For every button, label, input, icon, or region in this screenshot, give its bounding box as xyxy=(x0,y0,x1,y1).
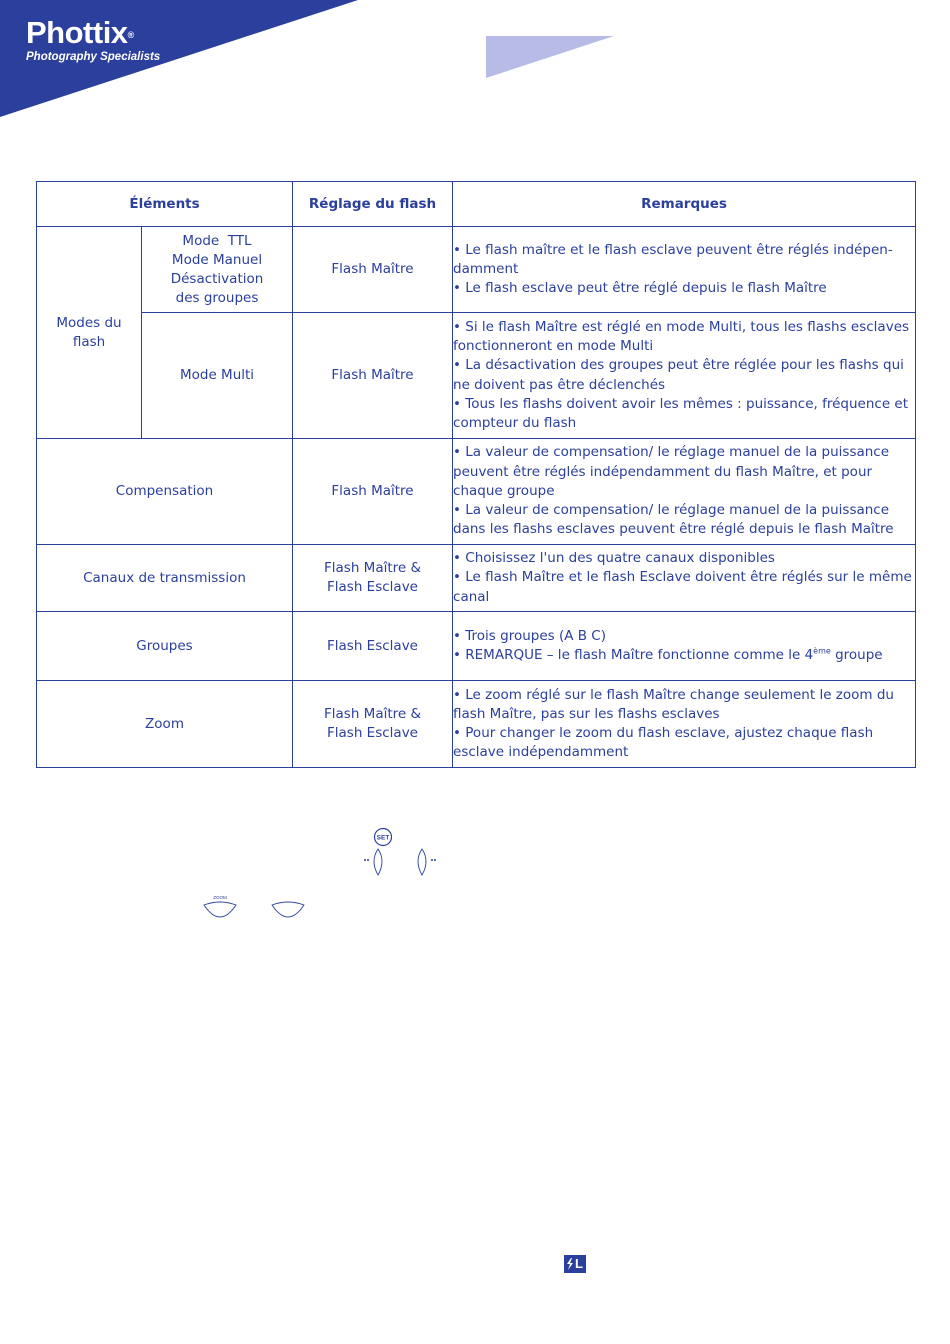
table-row xyxy=(37,612,916,681)
compensation-remarks xyxy=(453,439,916,545)
remark-item: • Trois groupes (A B C) xyxy=(453,627,606,644)
remark-item: • La valeur de compensation/ le réglage manuel de la puissance dans les flashs esclaves peuvent être réglé depuis le flash Maître xyxy=(453,502,894,538)
remark-item: • Tous les flashs doivent avoir les mêmes : puissance, fréquence et compteur du flash xyxy=(453,395,909,431)
multi-remarks xyxy=(453,313,916,439)
groups-remarks xyxy=(453,612,916,681)
ttl-remarks xyxy=(453,227,916,313)
table-header-row xyxy=(37,182,916,227)
table-row xyxy=(37,681,916,768)
brand-tagline: Photography Specialists xyxy=(26,51,161,63)
setting-line: Flash Esclave xyxy=(327,725,418,741)
set-button-label: SET xyxy=(376,834,390,842)
remark-item: • Pour changer le zoom du flash esclave, ajustez chaque flash esclave indépendamment xyxy=(453,725,874,761)
lightning-icon xyxy=(566,1258,574,1270)
decorative-triangle xyxy=(486,36,616,80)
channels-setting xyxy=(293,545,453,612)
table-row xyxy=(37,313,916,439)
ttl-setting: Flash Maître xyxy=(293,227,453,313)
ttl-line: Mode TTL xyxy=(182,232,252,249)
set-button-icon xyxy=(373,827,393,847)
zoom-button-icon xyxy=(202,893,238,919)
table-row xyxy=(37,227,916,313)
zoom-setting xyxy=(293,681,453,768)
superscript: ème xyxy=(813,646,831,656)
multi-setting: Flash Maître xyxy=(293,313,453,439)
table-row xyxy=(37,545,916,612)
compensation-setting: Flash Maître xyxy=(293,439,453,545)
flash-badge-label: L xyxy=(575,1256,583,1271)
remark-item: • Le flash esclave peut être réglé depuis le flash Maître xyxy=(453,280,827,297)
flash-lock-icon xyxy=(564,1255,586,1273)
header-elements: Éléments xyxy=(37,182,293,227)
remark-item: • Choisissez l'un des quatre canaux disponibles xyxy=(453,550,775,567)
setting-line: Flash Maître & xyxy=(324,706,422,722)
channels-element: Canaux de transmission xyxy=(37,545,293,612)
zoom-remarks xyxy=(453,681,916,768)
registered-mark: ® xyxy=(127,30,134,40)
setting-line: Flash Esclave xyxy=(327,579,418,595)
channels-remarks xyxy=(453,545,916,612)
remark-text: • REMARQUE – le flash Maître fonctionne comme le 4 xyxy=(453,647,814,663)
modes-label-cell xyxy=(37,227,142,439)
remark-item: • Le flash Maître et le flash Esclave doivent être réglés sur le même canal xyxy=(453,569,912,605)
brand-logo xyxy=(26,16,160,64)
remark-item: • La désactivation des groupes peut être réglée pour les flashs qui ne doivent pas être déclenchés xyxy=(453,357,904,393)
header-setting: Réglage du flash xyxy=(293,182,453,227)
zoom-button-label: ZOOM xyxy=(213,895,227,900)
remark-item xyxy=(453,646,915,665)
manual-line: Mode Manuel xyxy=(171,251,263,268)
modes-label: Modes du flash xyxy=(56,314,122,350)
remark-item: • Si le flash Maître est réglé en mode Multi, tous les flashs esclaves fonctionneront en mode Multi xyxy=(453,318,910,355)
remark-text: groupe xyxy=(830,647,883,663)
settings-table xyxy=(36,181,916,768)
right-dial-icon xyxy=(408,847,440,877)
remark-item: • La valeur de compensation/ le réglage manuel de la puissance peuvent être réglés indépendamment du flash Maître, et pour chaque groupe xyxy=(453,444,890,499)
multi-mode: Mode Multi xyxy=(142,313,293,439)
groups-line: des groupes xyxy=(175,289,259,306)
remark-item: • Le zoom réglé sur le flash Maître change seulement le zoom du flash Maître, pas sur les flashs esclaves xyxy=(453,686,894,722)
setting-line: Flash Maître & xyxy=(324,560,422,576)
groups-setting: Flash Esclave xyxy=(293,612,453,681)
table-row xyxy=(37,439,916,545)
ttl-mode-cell xyxy=(142,227,293,313)
zoom-element: Zoom xyxy=(37,681,293,768)
brand-name: Phottix xyxy=(26,15,128,50)
groups-element: Groupes xyxy=(37,612,293,681)
remark-item: • Le flash maître et le flash esclave peuvent être réglés indépen-damment xyxy=(453,241,893,277)
compensation-element: Compensation xyxy=(37,439,293,545)
left-dial-icon xyxy=(360,847,392,877)
down-button-icon xyxy=(270,897,306,921)
header-remarks: Remarques xyxy=(453,182,916,227)
disable-line: Désactivation xyxy=(170,270,264,287)
